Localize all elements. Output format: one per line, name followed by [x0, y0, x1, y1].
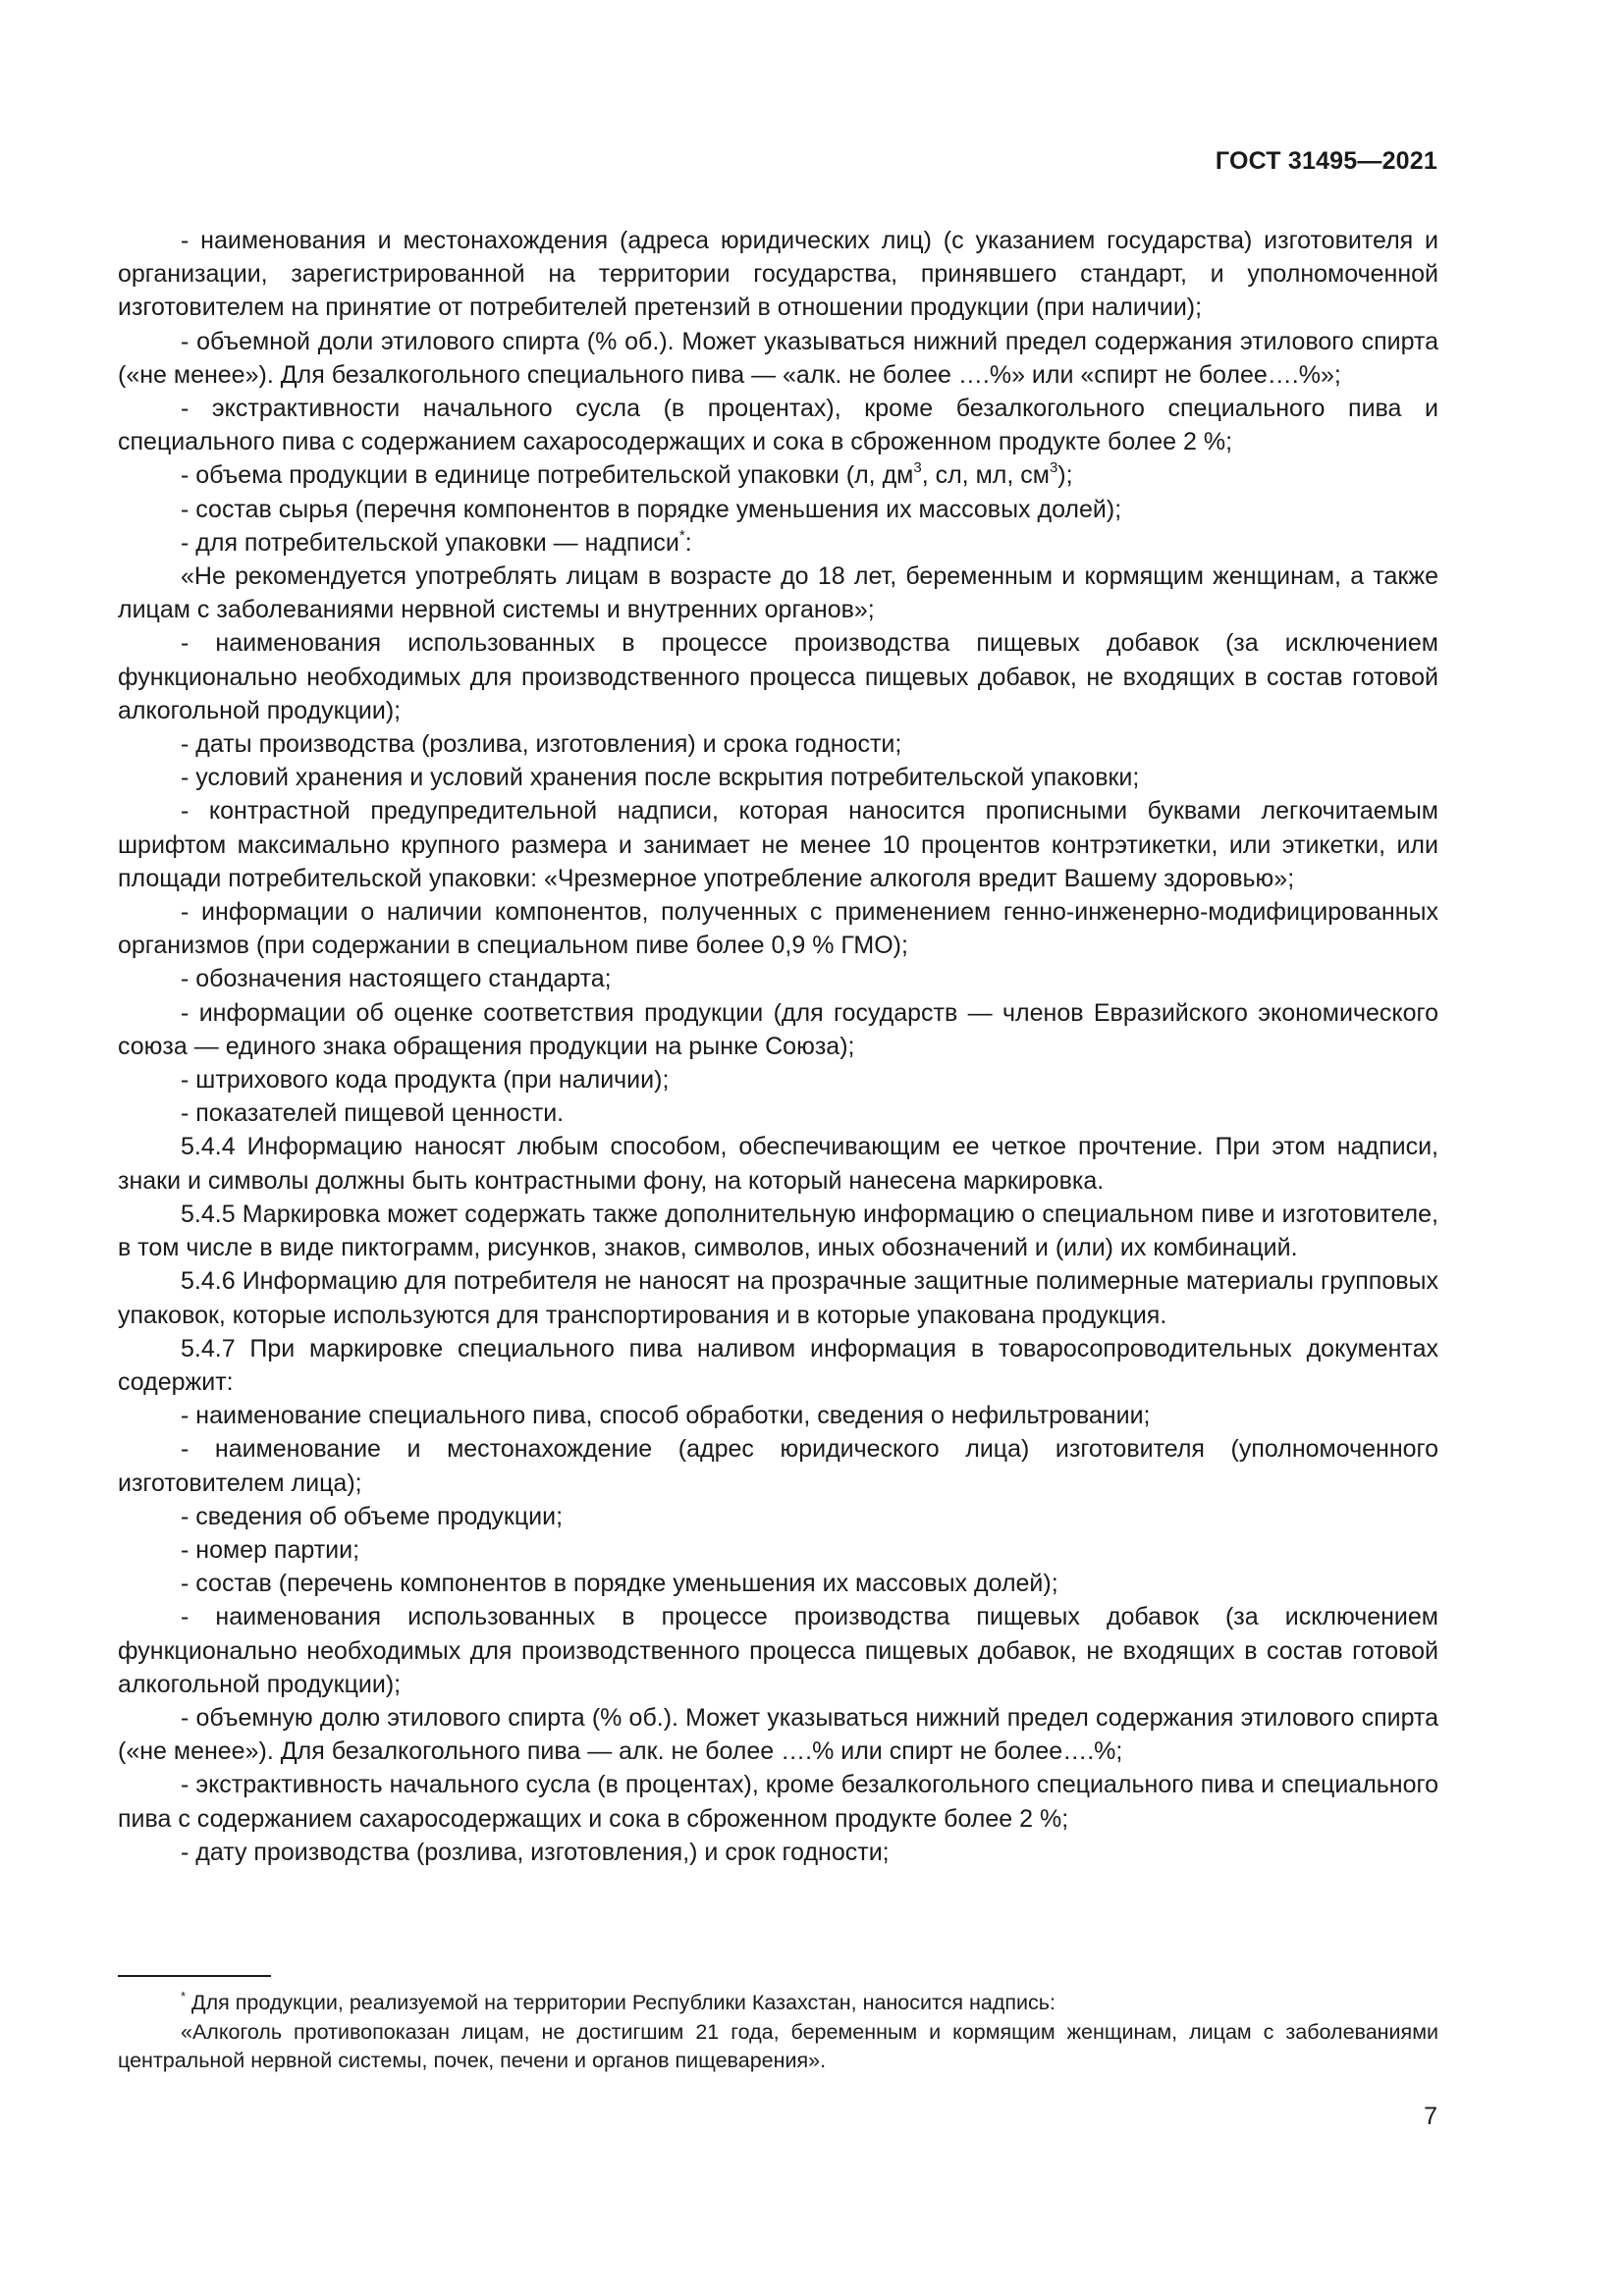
footnote-line	[118, 2018, 1438, 2076]
footnote-mark: *	[181, 1989, 187, 2003]
standard-designation: ГОСТ 31495—2021	[1215, 147, 1437, 175]
paragraph: 5.4.4 Информацию наносят любым способом, обеспечивающим ее четкое прочтение. При этом надписи, знаки и символы должны быть контрастными фону, на который нанесена маркировка.	[118, 1133, 1438, 1195]
paragraph: - для потребительской упаковки — надписи*:	[181, 526, 692, 557]
paragraph: - состав (перечень компонентов в порядке уменьшения их массовых долей);	[181, 1570, 1058, 1598]
paragraph: - наименование и местонахождение (адрес юридического лица) изготовителя (уполномоченного изготовителем лица);	[118, 1435, 1438, 1497]
paragraph: - условий хранения и условий хранения после вскрытия потребительской упаковки;	[181, 764, 1140, 792]
main-text	[118, 224, 1438, 1869]
footnote-text: Для продукции, реализуемой на территории Республики Казахстан, наносится надпись:	[191, 1991, 1056, 2014]
paragraph: - наименование специального пива, способ обработки, сведения о нефильтровании;	[181, 1402, 1151, 1430]
footnote-text: «Алкоголь противопоказан лицам, не достигшим 21 года, беременным и кормящим женщинам, лицам с заболеваниями центральной нервной системы, почек, печени и органов пищеварения».	[118, 2019, 1438, 2072]
paragraph: - штрихового кода продукта (при наличии);	[181, 1066, 670, 1095]
footnote	[118, 1989, 1438, 2076]
paragraph: - контрастной предупредительной надписи, которая наносится прописными буквами легкочитаемым шрифтом максимально крупного размера и занимает не менее 10 процентов контрэтикетки, или этикетки, или площади потребительской упаковки: «Чрезмерное употребление алкоголя вредит Вашему здоровью»;	[118, 797, 1438, 892]
paragraph: - показателей пищевой ценности.	[181, 1099, 565, 1128]
paragraph: - номер партии;	[181, 1535, 360, 1564]
paragraph: «Не рекомендуется употреблять лицам в возрасте до 18 лет, беременным и кормящим женщинам, а также лицам с заболеваниями нервной системы и внутренних органов»;	[118, 562, 1438, 624]
paragraph: - экстрактивность начального сусла (в процентах), кроме безалкогольного специального пива и специального пива с содержанием сахаросодержащих и сока в сброженном продукте более 2 %;	[118, 1771, 1438, 1833]
footnote-line	[118, 1989, 1438, 2018]
paragraph: - обозначения настоящего стандарта;	[181, 965, 612, 993]
paragraph: 5.4.5 Маркировка может содержать также дополнительную информацию о специальном пиве и изготовителе, в том числе в виде пиктограмм, рисунков, знаков, символов, иных обозначений и (или) их комбинаций.	[118, 1200, 1438, 1262]
paragraph: - наименования использованных в процессе производства пищевых добавок (за исключением функционально необходимых для производственного процесса пищевых добавок, не входящих в состав готовой алкогольной продукции);	[118, 1603, 1438, 1698]
paragraph: - наименования и местонахождения (адреса юридических лиц) (с указанием государства) изготовителя и организации, зарегистрированной на территории государства, принявшего стандарт, и уполномоченной изготовителем на принятие от потребителей претензий в отношении продукции (при наличии);	[118, 227, 1438, 322]
paragraph: - даты производства (розлива, изготовления) и срока годности;	[181, 730, 902, 759]
paragraph: - сведения об объеме продукции;	[181, 1502, 564, 1530]
page-number: 7	[1424, 2103, 1437, 2130]
footnote-ref: *	[678, 526, 685, 544]
superscript: 3	[913, 459, 922, 477]
document-header	[1216, 147, 1437, 176]
paragraph: - экстрактивности начального сусла (в процентах), кроме безалкогольного специального пива и специального пива с содержанием сахаросодержащих и сока в сброженном продукте более 2 %;	[118, 395, 1438, 456]
paragraph: 5.4.7 При маркировке специального пива наливом информация в товаросопроводительных документах содержит:	[118, 1334, 1438, 1396]
paragraph: - объемную долю этилового спирта (% об.). Может указываться нижний предел содержания этилового спирта («не менее»). Для безалкогольного пива — алк. не более ….% или спирт не более….%;	[118, 1703, 1438, 1766]
paragraph: - объемной доли этилового спирта (% об.). Может указываться нижний предел содержания этилового спирта («не менее»). Для безалкогольного специального пива — «алк. не более ….%» или «спирт не более….%»;	[118, 327, 1438, 389]
paragraph: - информации о наличии компонентов, полученных с применением генно-инженерно-модифицированных организмов (при содержании в специальном пиве более 0,9 % ГМО);	[118, 898, 1438, 960]
paragraph: - информации об оценке соответствия продукции (для государств — членов Евразийского экономического союза — единого знака обращения продукции на рынке Союза);	[118, 998, 1438, 1060]
paragraph: - объема продукции в единице потребительской упаковки (л, $дм^3$, сл, мл, $см^3$);	[181, 459, 1073, 490]
paragraph: - наименования использованных в процессе производства пищевых добавок (за исключением функционально необходимых для производственного процесса пищевых добавок, не входящих в состав готовой алкогольной продукции);	[118, 629, 1438, 724]
footnote-separator	[118, 1975, 271, 1977]
paragraph: 5.4.6 Информацию для потребителя не наносят на прозрачные защитные полимерные материалы групповых упаковок, которые используются для транспортирования и в которые упакована продукция.	[118, 1267, 1438, 1329]
superscript: 3	[1049, 459, 1058, 477]
paragraph: - дату производства (розлива, изготовления,) и срок годности;	[181, 1838, 890, 1866]
paragraph: - состав сырья (перечня компонентов в порядке уменьшения их массовых долей);	[181, 495, 1122, 523]
